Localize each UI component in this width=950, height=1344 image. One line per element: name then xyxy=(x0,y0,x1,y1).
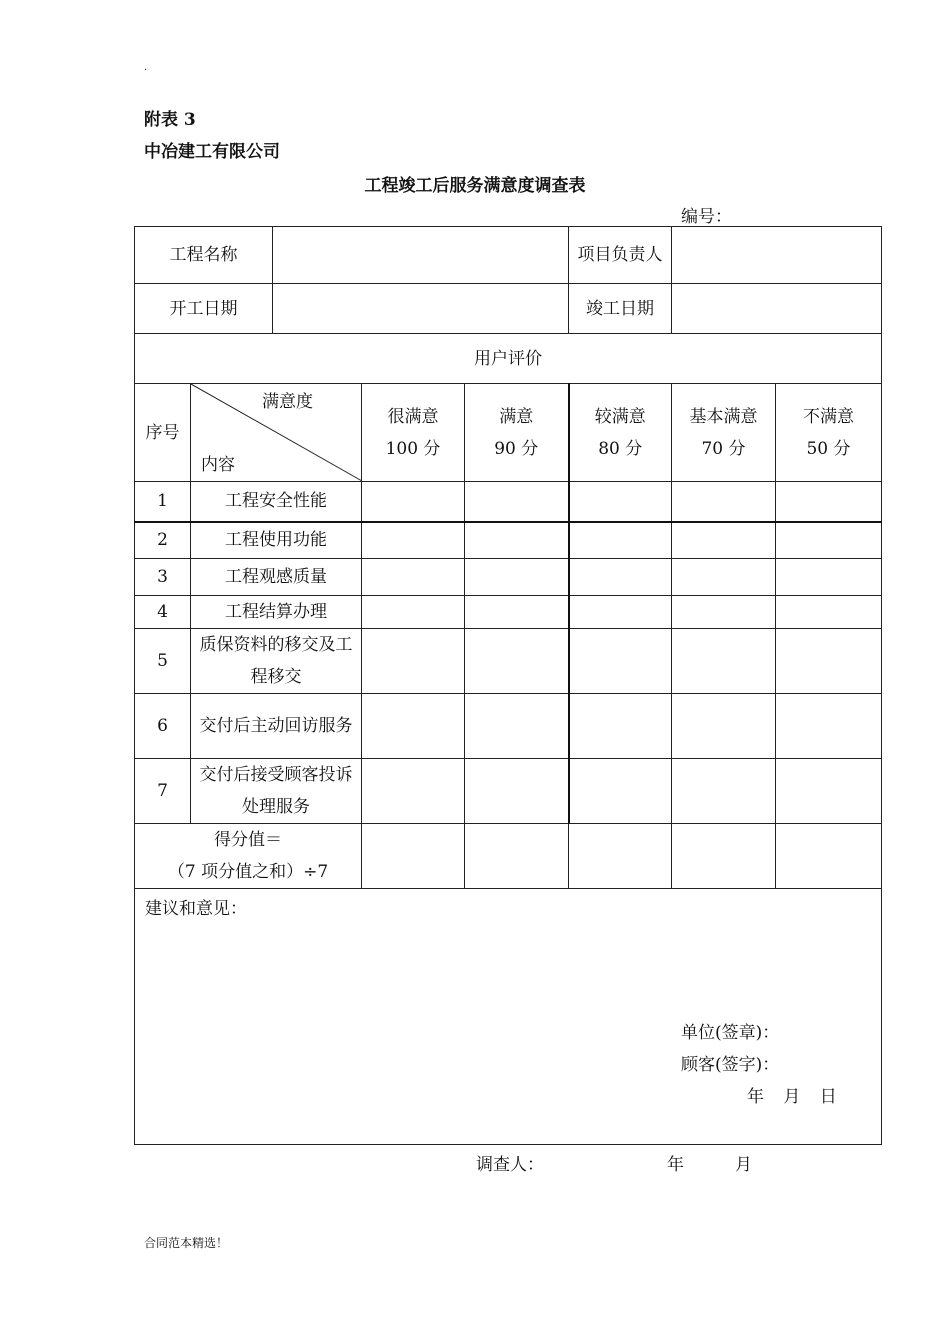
rating-cell[interactable] xyxy=(465,759,569,824)
opinion-area[interactable] xyxy=(135,889,882,1145)
rating-cell[interactable] xyxy=(569,629,672,694)
rating-cell[interactable] xyxy=(569,694,672,759)
rating-cell[interactable] xyxy=(672,522,776,559)
rating-cell[interactable] xyxy=(569,522,672,559)
rating-cell[interactable] xyxy=(465,559,569,596)
rating-cell[interactable] xyxy=(776,596,882,629)
level-basically-satisfied xyxy=(672,384,776,482)
row-item: 交付后主动回访服务 xyxy=(191,694,362,759)
seq-header: 序号 xyxy=(135,384,191,482)
page-dot: . xyxy=(144,62,148,73)
unit-signature-label: 单位(签章)： xyxy=(681,1023,780,1043)
company-name: 中冶建工有限公司 xyxy=(144,142,280,162)
rating-cell[interactable] xyxy=(672,559,776,596)
appendix-label: 附表 3 xyxy=(144,110,196,130)
diagonal-header xyxy=(191,384,362,482)
level-score: 90 分 xyxy=(494,438,539,459)
investigator-label: 调查人： xyxy=(476,1155,544,1175)
level-score: 80 分 xyxy=(598,438,643,459)
diag-content-label: 内容 xyxy=(201,455,235,475)
score-cell[interactable] xyxy=(776,824,882,889)
investigation-month-label: 月 xyxy=(735,1155,752,1175)
rating-cell[interactable] xyxy=(465,522,569,559)
rating-cell[interactable] xyxy=(776,629,882,694)
opinion-row xyxy=(135,889,882,1145)
code-label: 编号： xyxy=(681,207,732,227)
form-title: 工程竣工后服务满意度调查表 xyxy=(364,176,586,196)
project-manager-label: 项目负责人 xyxy=(569,227,672,284)
rating-cell[interactable] xyxy=(465,482,569,522)
level-name: 基本满意 xyxy=(689,406,758,427)
score-row xyxy=(135,824,882,889)
row-number: 1 xyxy=(135,482,191,522)
score-cell[interactable] xyxy=(362,824,465,889)
table-row xyxy=(135,596,882,629)
row-number: 2 xyxy=(135,522,191,559)
table-row xyxy=(135,482,882,522)
rating-cell[interactable] xyxy=(362,694,465,759)
score-formula-line2: （7 项分值之和）÷7 xyxy=(167,862,329,882)
level-score: 100 分 xyxy=(385,438,441,459)
footer-note: 合同范本精选！ xyxy=(144,1236,229,1250)
rating-cell[interactable] xyxy=(362,482,465,522)
level-name: 较满意 xyxy=(594,406,646,427)
table-row xyxy=(135,629,882,694)
start-date-label: 开工日期 xyxy=(135,284,273,334)
table-row xyxy=(135,559,882,596)
score-cell[interactable] xyxy=(569,824,672,889)
level-fairly-satisfied xyxy=(569,384,672,482)
level-unsatisfied xyxy=(776,384,882,482)
rating-cell[interactable] xyxy=(672,596,776,629)
score-formula xyxy=(135,824,362,889)
rating-cell[interactable] xyxy=(776,522,882,559)
rating-cell[interactable] xyxy=(362,559,465,596)
rating-cell[interactable] xyxy=(569,596,672,629)
evaluation-section-title: 用户评价 xyxy=(135,334,882,384)
level-satisfied xyxy=(465,384,569,482)
evaluation-title-row xyxy=(135,334,882,384)
row-item: 质保资料的移交及工程移交 xyxy=(191,629,362,694)
rating-cell[interactable] xyxy=(362,596,465,629)
customer-signature-label: 顾客(签字)： xyxy=(681,1055,780,1075)
investigation-year-label: 年 xyxy=(667,1155,684,1175)
rating-cell[interactable] xyxy=(776,482,882,522)
survey-table xyxy=(134,226,882,1145)
row-number: 4 xyxy=(135,596,191,629)
evaluation-header-row xyxy=(135,384,882,482)
info-row-1 xyxy=(135,227,882,284)
row-number: 3 xyxy=(135,559,191,596)
row-item: 工程使用功能 xyxy=(191,522,362,559)
table-row xyxy=(135,522,882,559)
opinion-label: 建议和意见： xyxy=(145,899,247,919)
rating-cell[interactable] xyxy=(465,596,569,629)
rating-cell[interactable] xyxy=(672,629,776,694)
score-formula-line1: 得分值＝ xyxy=(214,830,282,850)
rating-cell[interactable] xyxy=(362,759,465,824)
table-row xyxy=(135,694,882,759)
rating-cell[interactable] xyxy=(362,629,465,694)
level-very-satisfied xyxy=(362,384,465,482)
project-name-label: 工程名称 xyxy=(135,227,273,284)
project-manager-field[interactable] xyxy=(672,227,882,284)
rating-cell[interactable] xyxy=(672,694,776,759)
level-name: 很满意 xyxy=(387,406,439,427)
level-score: 50 分 xyxy=(806,438,851,459)
rating-cell[interactable] xyxy=(776,559,882,596)
row-number: 6 xyxy=(135,694,191,759)
rating-cell[interactable] xyxy=(776,759,882,824)
rating-cell[interactable] xyxy=(569,559,672,596)
table-row xyxy=(135,759,882,824)
level-name: 不满意 xyxy=(803,406,854,427)
row-item: 工程观感质量 xyxy=(191,559,362,596)
row-item: 交付后接受顾客投诉处理服务 xyxy=(191,759,362,824)
rating-cell[interactable] xyxy=(672,759,776,824)
rating-cell[interactable] xyxy=(362,522,465,559)
completion-date-field[interactable] xyxy=(672,284,882,334)
project-name-field[interactable] xyxy=(273,227,569,284)
level-name: 满意 xyxy=(499,406,534,427)
level-score: 70 分 xyxy=(701,438,746,459)
info-row-2 xyxy=(135,284,882,334)
score-cell[interactable] xyxy=(465,824,569,889)
start-date-field[interactable] xyxy=(273,284,569,334)
rating-cell[interactable] xyxy=(569,759,672,824)
score-cell[interactable] xyxy=(672,824,776,889)
row-item: 工程结算办理 xyxy=(191,596,362,629)
rating-cell[interactable] xyxy=(465,694,569,759)
rating-cell[interactable] xyxy=(465,629,569,694)
completion-date-label: 竣工日期 xyxy=(569,284,672,334)
rating-cell[interactable] xyxy=(672,482,776,522)
row-number: 5 xyxy=(135,629,191,694)
rating-cell[interactable] xyxy=(776,694,882,759)
row-item: 工程安全性能 xyxy=(191,482,362,522)
rating-cell[interactable] xyxy=(569,482,672,522)
diag-satisfaction-label: 满意度 xyxy=(262,392,313,412)
row-number: 7 xyxy=(135,759,191,824)
signature-date: 年 月 日 xyxy=(747,1087,837,1107)
